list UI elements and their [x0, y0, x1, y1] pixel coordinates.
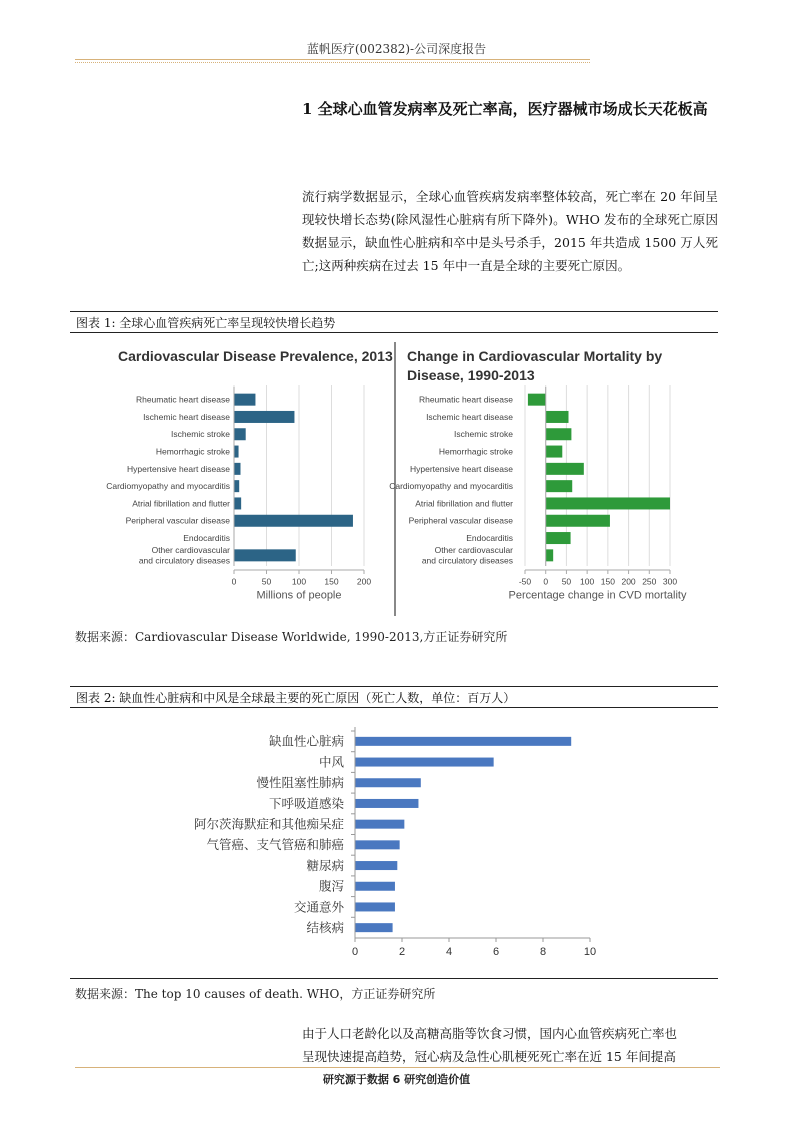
bar: [546, 480, 573, 492]
x-axis-label: Percentage change in CVD mortality: [508, 589, 687, 602]
category-label: 结核病: [306, 921, 344, 936]
category-label: Hypertensive heart disease: [126, 463, 230, 474]
bar: [355, 840, 400, 849]
category-label: Cardiomyopathy and myocarditis: [389, 481, 513, 492]
category-label: Atrial fibrillation and flutter: [132, 498, 230, 509]
category-label: and circulatory diseases: [138, 555, 230, 566]
x-tick-label: 100: [291, 576, 307, 587]
category-label: Ischemic stroke: [453, 429, 513, 440]
paragraph2-line2: 呈现快速提高趋势，冠心病及急性心肌梗死死亡率在近 15 年间提高: [302, 1049, 676, 1064]
category-label: 慢性阻塞性肺病: [256, 776, 344, 791]
bar: [234, 497, 241, 509]
bar: [546, 446, 563, 458]
mortality-change-chart: [389, 348, 687, 602]
figure2-bottom-rule: [70, 978, 718, 979]
bar: [355, 882, 395, 891]
x-tick-label: 100: [580, 576, 595, 587]
figure1-source: 数据来源：Cardiovascular Disease Worldwide, 1990-2013,方正证券研究所: [75, 630, 508, 644]
bar: [546, 463, 584, 475]
category-label: 腹泻: [318, 879, 344, 894]
footer-text: 研究源于数据 6 研究创造价值: [322, 1073, 471, 1086]
bar: [355, 737, 571, 746]
category-label: Rheumatic heart disease: [135, 394, 230, 405]
category-label: 气管癌、支气管癌和肺癌: [206, 838, 344, 853]
chart-title: Disease, 1990-2013: [407, 367, 535, 383]
chart-title: Change in Cardiovascular Mortality by: [407, 348, 663, 364]
category-label: Hemorrhagic stroke: [155, 446, 230, 457]
body-paragraph: 流行病学数据显示，全球心血管疾病发病率整体较高，死亡率在 20 年间呈现较快增长态势(除风湿性心脏病有所下降外)。WHO 发布的全球死亡原因数据显示，缺血性心脏病和卒中是头号杀手，2015 年共造成 1500 万人死亡;这两种疾病在过去 15 年中一直是全球的主要死亡原因。: [302, 189, 718, 273]
x-tick-label: 2: [398, 946, 406, 958]
x-tick-label: 0: [231, 576, 237, 587]
category-label: Atrial fibrillation and flutter: [415, 498, 513, 509]
x-tick-label: 250: [642, 576, 657, 587]
category-label: Peripheral vascular disease: [125, 515, 230, 526]
x-tick-label: 50: [561, 576, 572, 587]
bar: [355, 861, 397, 870]
bar: [234, 515, 353, 527]
bar: [234, 480, 239, 492]
figure2-source: 数据来源：The top 10 causes of death. WHO，方正证券研究所: [75, 987, 436, 1001]
bar: [546, 515, 610, 527]
bar: [355, 923, 393, 932]
bar: [234, 411, 294, 423]
x-tick-label: 8: [539, 946, 547, 958]
header-divider-dotted: [75, 62, 590, 63]
category-label: Cardiomyopathy and myocarditis: [106, 481, 230, 492]
x-tick-label: 0: [543, 576, 549, 587]
bar: [355, 778, 421, 787]
paragraph2-line1: 由于人口老龄化以及高糖高脂等饮食习惯，国内心血管疾病死亡率也: [302, 1026, 678, 1041]
bar: [546, 532, 571, 544]
bar: [234, 446, 239, 458]
x-tick-label: 300: [662, 576, 678, 587]
category-label: Ischemic stroke: [170, 429, 230, 440]
category-label: Endocarditis: [183, 533, 230, 544]
prevalence-chart: [106, 348, 393, 602]
bar: [234, 463, 241, 475]
category-label: 糖尿病: [306, 858, 344, 873]
category-label: 中风: [318, 755, 344, 770]
x-tick-label: 0: [351, 946, 359, 958]
chart-title: Cardiovascular Disease Prevalence, 2013: [118, 348, 393, 364]
category-label: Endocarditis: [466, 533, 513, 544]
bar: [355, 820, 404, 829]
bar: [528, 394, 546, 406]
category-label: 交通意外: [293, 900, 344, 915]
x-tick-label: 10: [583, 946, 597, 958]
report-header-title: 蓝帆医疗(002382)-公司深度报告: [306, 42, 487, 56]
x-tick-label: 200: [621, 576, 636, 587]
figure2-caption: 图表 2: 缺血性心脏病和中风是全球最主要的死亡原因（死亡人数，单位：百万人）: [70, 686, 718, 708]
category-label: 阿尔茨海默症和其他痴呆症: [193, 817, 344, 832]
body-paragraph-2: [302, 1022, 718, 1068]
category-label: Rheumatic heart disease: [418, 394, 513, 405]
category-label: 缺血性心脏病: [268, 734, 344, 749]
category-label: 下呼吸道感染: [268, 796, 344, 811]
figure1-caption: 图表 1: 全球心血管疾病死亡率呈现较快增长趋势: [70, 311, 718, 333]
category-label: and circulatory diseases: [421, 555, 513, 566]
figure1-charts: [70, 334, 718, 624]
category-label: Hypertensive heart disease: [409, 463, 513, 474]
header-divider: [75, 59, 590, 60]
bar: [546, 411, 569, 423]
figure2-chart: [70, 720, 718, 978]
x-tick-label: 6: [492, 946, 500, 958]
bar: [355, 758, 494, 767]
category-label: Ischemic heart disease: [143, 411, 230, 422]
bar: [355, 902, 395, 911]
bar: [234, 428, 246, 440]
footer-divider: [75, 1067, 720, 1068]
bar: [234, 549, 296, 561]
x-tick-label: 4: [445, 946, 453, 958]
bar: [355, 799, 418, 808]
category-label: Peripheral vascular disease: [408, 515, 513, 526]
x-tick-label: -50: [518, 576, 532, 587]
bar: [546, 497, 670, 509]
category-label: Other cardiovascular: [151, 545, 230, 556]
bar: [546, 549, 553, 561]
x-tick-label: 200: [356, 576, 372, 587]
category-label: Hemorrhagic stroke: [438, 446, 513, 457]
x-tick-label: 150: [324, 576, 339, 587]
bar: [234, 394, 255, 406]
bar: [546, 428, 572, 440]
x-axis-label: Millions of people: [256, 589, 342, 602]
section-title: 1 全球心血管发病率及死亡率高，医疗器械市场成长天花板高: [302, 100, 708, 118]
x-tick-label: 150: [600, 576, 615, 587]
category-label: Other cardiovascular: [434, 545, 513, 556]
category-label: Ischemic heart disease: [426, 411, 513, 422]
x-tick-label: 50: [261, 576, 272, 587]
death-causes-chart: [194, 727, 596, 958]
